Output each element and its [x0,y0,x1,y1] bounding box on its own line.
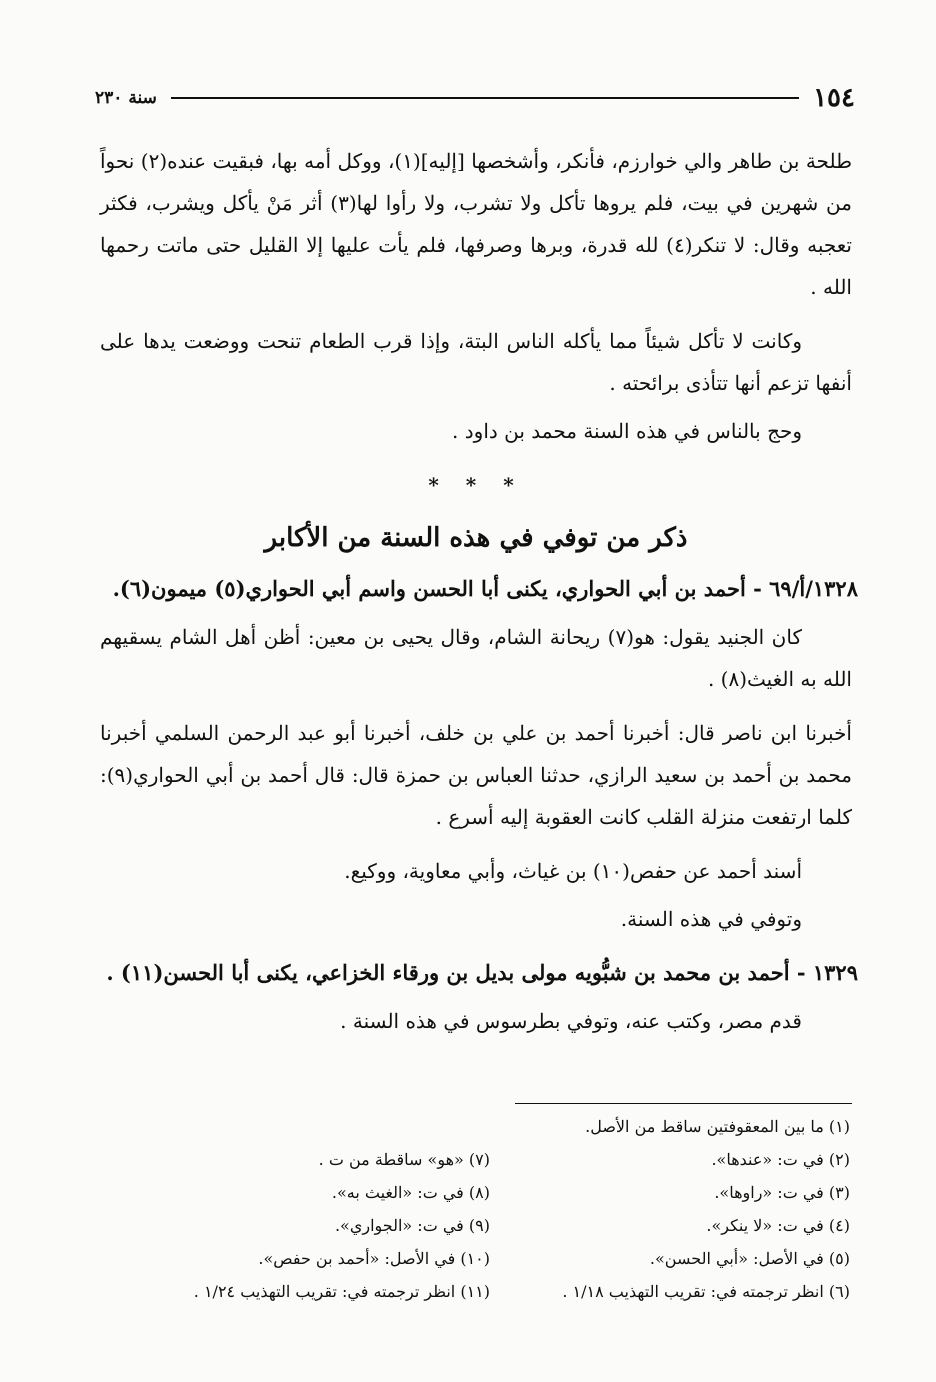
entry-1328-heading: ١٣٢٨/أ/٦٩ - أحمد بن أبي الحواري، يكنى أبا الحسن واسم أبي الحواري(٥) ميمون(٦). [112,576,858,601]
section-title: ذكر من توفي في هذه السنة من الأكابر [264,523,688,553]
footnote-11: (١١) انظر ترجمته في: تقريب التهذيب ١/٢٤ . [193,1282,490,1301]
footnote-columns [150,1143,850,1308]
footnote-7: (٧) «هو» ساقطة من ت . [318,1150,490,1169]
main-text [100,140,858,1042]
footnotes [150,1110,850,1308]
entry-1328-paragraph-2: أخبرنا ابن ناصر قال: أخبرنا أحمد بن علي بن خلف، أخبرنا أبو عبد الرحمن السلمي أخبرنا محمد بن أحمد بن سعيد الرازي، حدثنا العباس بن حمزة قال: قال أحمد بن أبي الحواري(٩): كلما ارتفعت منزلة القلب كانت العقوبة إليه أسرع . [100,721,852,829]
entry-1329-paragraph-1: قدم مصر، وكتب عنه، وتوفي بطرسوس في هذه السنة . [340,1009,802,1033]
entry-1328-paragraph-1: كان الجنيد يقول: هو(٧) ريحانة الشام، وقال يحيى بن معين: أظن أهل الشام يسقيهم الله به الغيث(٨) . [100,625,852,691]
footnote-rule [515,1103,852,1104]
paragraph-3: وحج بالناس في هذه السنة محمد بن داود . [452,419,802,443]
footnote-6: (٦) انظر ترجمته في: تقريب التهذيب ١/١٨ . [562,1282,850,1301]
entry-1329-heading: ١٣٢٩ - أحمد بن محمد بن شبُّويه مولى بديل بن ورقاء الخزاعي، يكنى أبا الحسن(١١) . [106,960,858,985]
footnote-10: (١٠) في الأصل: «أحمد بن حفص». [258,1249,490,1268]
footnote-column-left [150,1143,490,1308]
footnote-column-right [490,1143,850,1308]
section-separator: * * * [428,473,524,497]
header-rule [171,97,799,99]
footnote-8: (٨) في ت: «الغيث به». [331,1183,490,1202]
paragraph-2: وكانت لا تأكل شيئاً مما يأكله الناس البتة، وإذا قرب الطعام تنحت ووضعت يدها على أنفها تزعم أنها تتأذى برائحته . [100,329,852,395]
paragraph-1: طلحة بن طاهر والي خوارزم، فأنكر، وأشخصها [إليه](١)، ووكل أمه بها، فبقيت عنده(٢) نحواً من شهرين في بيت، فلم يروها تأكل ولا تشرب، ولا رأوا لها(٣) أثر مَنْ يأكل ويشرب، فكثر تعجبه وقال: لا تنكر(٤) لله قدرة، وبرها وصرفها، فلم يأت عليها إلا القليل حتى ماتت رحمها الله . [100,149,852,299]
footnote-4: (٤) في ت: «لا ينكر». [706,1216,850,1235]
running-head-year: سنة ٢٣٠ [95,88,157,108]
footnote-2: (٢) في ت: «عندها». [711,1150,850,1169]
page-header [95,78,855,118]
page-number: ١٥٤ [813,83,855,113]
entry-1328-paragraph-3: أسند أحمد عن حفص(١٠) بن غياث، وأبي معاوية، ووكيع. [344,859,802,883]
entry-1328-paragraph-4: وتوفي في هذه السنة. [620,907,802,931]
footnote-1: (١) ما بين المعقوفتين ساقط من الأصل. [585,1117,850,1136]
footnote-5: (٥) في الأصل: «أبي الحسن». [649,1249,850,1268]
footnote-3: (٣) في ت: «راوها». [714,1183,850,1202]
footnote-9: (٩) في ت: «الجواري». [334,1216,490,1235]
